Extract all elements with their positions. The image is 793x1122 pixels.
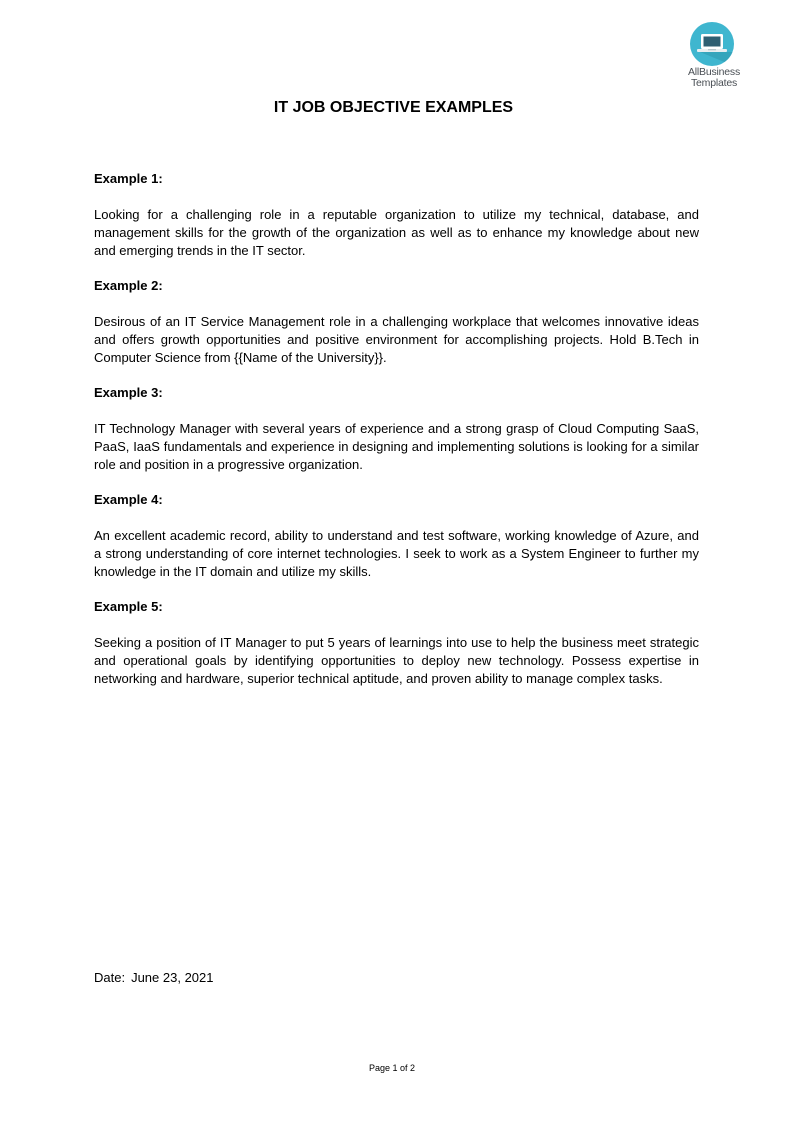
laptop-icon	[690, 22, 734, 66]
logo-text	[676, 67, 752, 89]
allbusiness-templates-logo	[676, 22, 752, 96]
example-4	[94, 491, 699, 581]
example-body: IT Technology Manager with several years of experience and a strong grasp of Cloud Computing SaaS, PaaS, IaaS fundamentals and experience in designing and implementing solutions is looking for a similar role and position in a progressive organization.	[94, 421, 699, 472]
example-body: Looking for a challenging role in a reputable organization to utilize my technical, database, and management skills for the growth of the organization as well as to enhance my knowledge about new and emerging trends in the IT sector.	[94, 207, 699, 258]
date-value: June 23, 2021	[131, 970, 214, 985]
examples-list	[94, 170, 699, 705]
date-label: Date:	[94, 970, 126, 985]
example-1	[94, 170, 699, 260]
example-body: Desirous of an IT Service Management role in a challenging workplace that welcomes innovative ideas and offers growth opportunities and positive environment for accomplishing projects. Hold B.Tech in Computer Science from {{Name of the University}}.	[94, 314, 699, 365]
example-heading: Example 3:	[94, 385, 163, 400]
logo-line-1: AllBusiness	[687, 66, 741, 78]
example-body: An excellent academic record, ability to understand and test software, working knowledge of Azure, and a strong understanding of core internet technologies. I seek to work as a System Engineer to further my knowledge in the IT domain and utilize my skills.	[94, 528, 699, 579]
example-heading: Example 4:	[94, 492, 163, 507]
example-3	[94, 384, 699, 474]
example-5	[94, 598, 699, 688]
example-2	[94, 277, 699, 367]
example-heading: Example 5:	[94, 599, 163, 614]
document-title: IT JOB OBJECTIVE EXAMPLES	[273, 99, 514, 116]
page-number: Page 1 of 2	[368, 1063, 416, 1073]
example-heading: Example 1:	[94, 171, 163, 186]
example-body: Seeking a position of IT Manager to put 5 years of learnings into use to help the business meet strategic and operational goals by identifying opportunities to deploy new technology. Possess expertise in networking and hardware, superior technical aptitude, and proven ability to manage complex tasks.	[94, 635, 699, 686]
date-line	[94, 969, 213, 987]
example-heading: Example 2:	[94, 278, 163, 293]
logo-line-2: Templates	[690, 77, 738, 89]
